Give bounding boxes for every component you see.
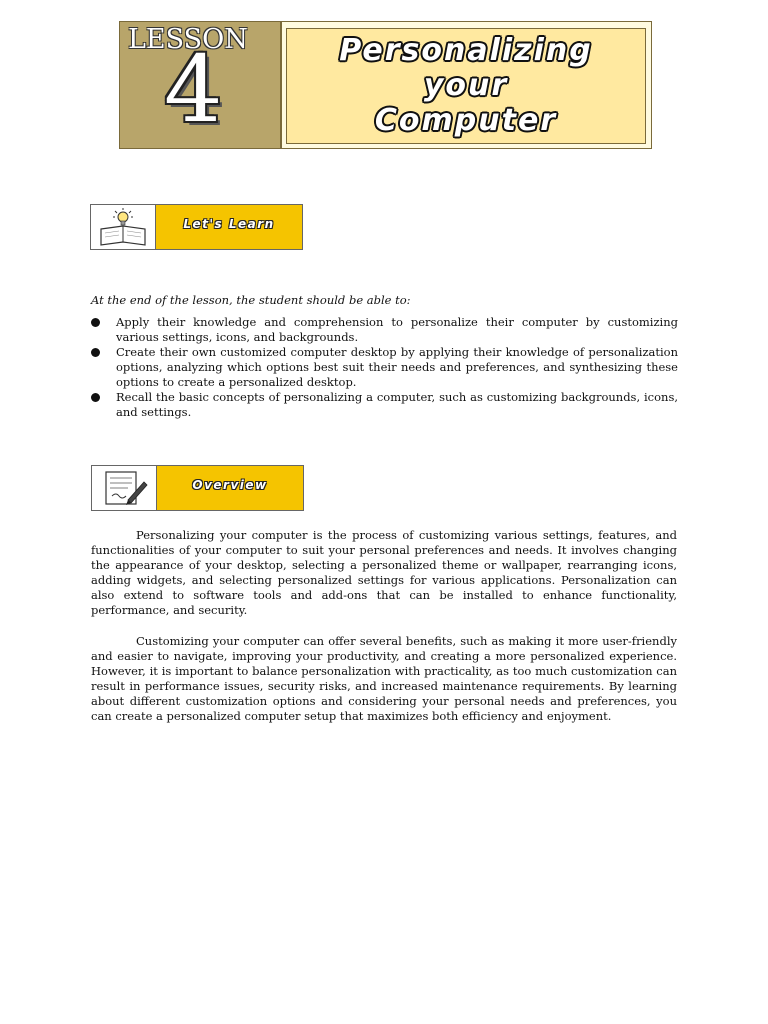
lesson-number-box [120,22,282,148]
objectives-list [91,315,678,420]
lesson-word: LESSON [128,24,248,55]
lesson-title-line-1: Personalizing [339,33,593,68]
lets-learn-label-box [156,205,302,249]
lesson-title-line-3: Computer [374,103,558,138]
objectives-intro: At the end of the lesson, the student should be able to: [91,293,411,307]
lets-learn-header [90,204,303,250]
lightbulb-book-icon [91,205,156,249]
lets-learn-label: Let's Learn [183,217,275,231]
overview-label-box [157,466,303,510]
lesson-number: 4 [164,36,223,143]
lesson-title-panel [286,28,646,144]
overview-header [91,465,304,511]
lesson-title [287,33,645,138]
lesson-title-line-2: your [423,68,509,103]
list-item: Recall the basic concepts of personalizing a computer, such as customizing backgrounds, icons, and settings. [91,390,678,420]
lesson-banner [119,21,652,149]
pen-and-paper-icon [92,466,157,510]
overview-paragraph-1: Personalizing your computer is the process of customizing various settings, features, and functionalities of your computer to suit your personal preferences and needs. It involves changing the appearance of your desktop, selecting a personalized theme or wallpaper, rearranging icons, adding widgets, and selecting personalized settings for various applications. Personalization can also extend to software tools and add-ons that can be installed to enhance functionality, performance, and security. [91,528,677,617]
overview-label: Overview [192,478,268,492]
list-item: Apply their knowledge and comprehension to personalize their computer by customizing various settings, icons, and backgrounds. [91,315,678,345]
list-item: Create their own customized computer desktop by applying their knowledge of personalization options, analyzing which options best suit their needs and preferences, and synthesizing these options to create a personalized desktop. [91,345,678,390]
overview-paragraph-2: Customizing your computer can offer several benefits, such as making it more user-friendly and easier to navigate, improving your productivity, and creating a more personalized experience. However, it is important to balance personalization with practicality, as too much customization can result in performance issues, security risks, and increased maintenance requirements. By learning about different customization options and considering your personal needs and preferences, you can create a personalized computer setup that maximizes both efficiency and enjoyment. [91,634,677,723]
